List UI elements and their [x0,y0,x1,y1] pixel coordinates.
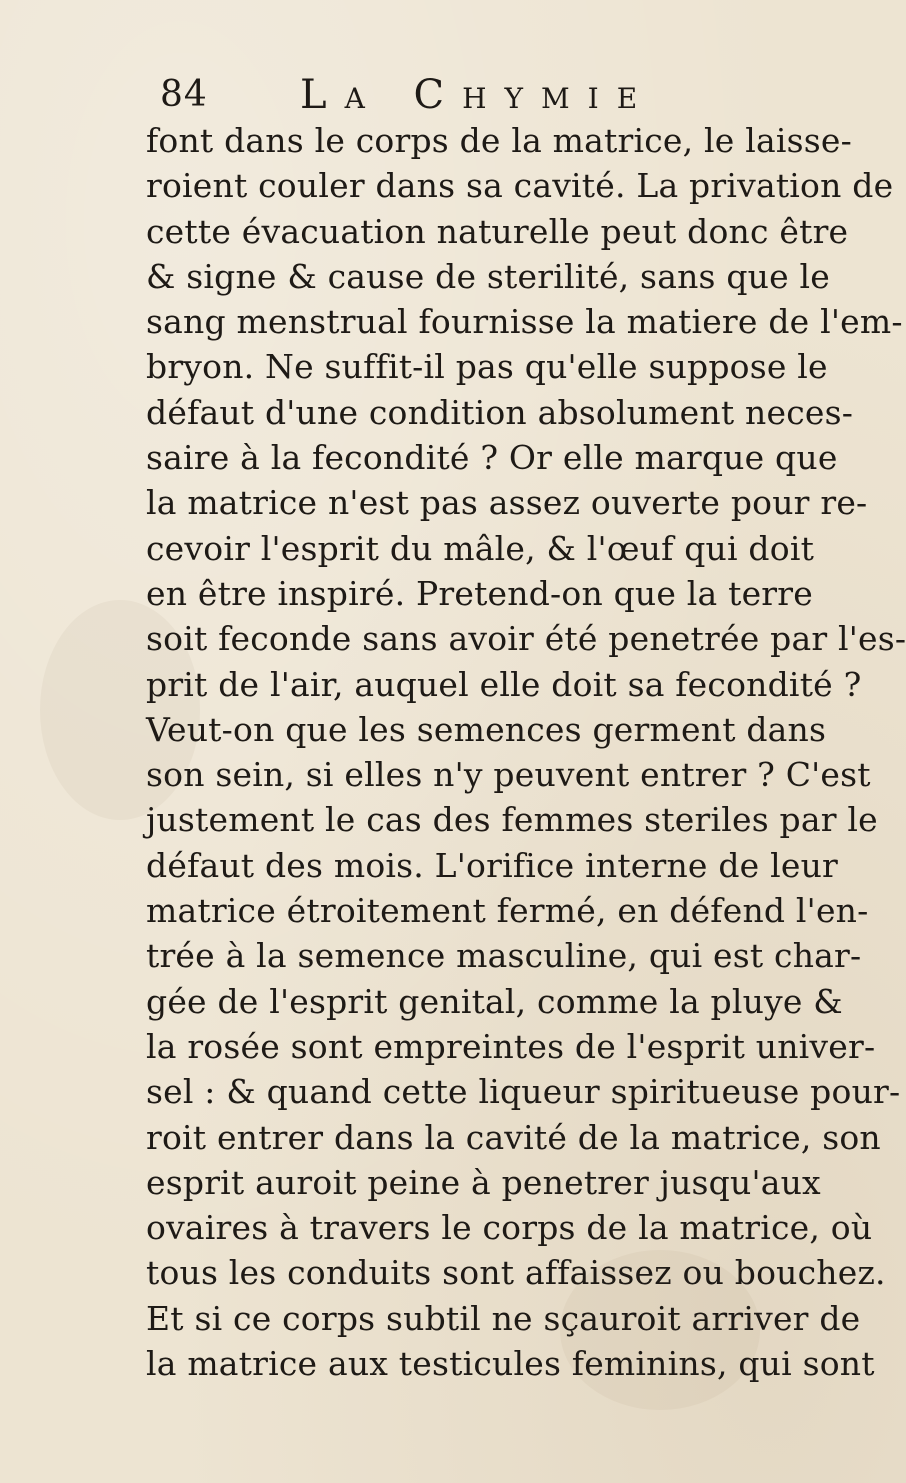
text-line: en être inspiré. Pretend-on que la terre [146,573,813,613]
text-line: prit de l'air, auquel elle doit sa fecondité ? [146,664,862,704]
text-line: défaut d'une condition absolument neces- [146,392,854,432]
text-line: roient couler dans sa cavité. La privation de [146,166,894,206]
text-line: font dans le corps de la matrice, le laisse- [146,121,852,160]
text-line: saire à la fecondité ? Or elle marque que [146,438,838,478]
text-line: roit entrer dans la cavité de la matrice, son [146,1117,881,1157]
page-header [160,74,680,124]
page-number: 84 [160,74,208,115]
text-line: & signe & cause de sterilité, sans que le [146,256,831,296]
text-line: cevoir l'esprit du mâle, & l'œuf qui doit [146,528,815,568]
text-line: Et si ce corps subtil ne sçauroit arriver de [146,1298,861,1338]
text-line: la matrice aux testicules feminins, qui sont [146,1344,875,1384]
text-line: gée de l'esprit genital, comme la pluye & [146,981,843,1021]
text-line: la matrice n'est pas assez ouverte pour re- [146,483,868,523]
text-line: bryon. Ne suffit-il pas qu'elle suppose le [146,347,828,387]
text-line: soit feconde sans avoir été penetrée par l'es- [146,619,906,659]
body-text [146,118,906,1386]
text-line: tous les conduits sont affaissez ou bouchez. [146,1253,886,1293]
text-line: son sein, si elles n'y peuvent entrer ? C'est [146,755,871,795]
text-line: défaut des mois. L'orifice interne de leur [146,845,839,885]
text-line: sel : & quand cette liqueur spiritueuse pour- [146,1072,901,1112]
text-line: justement le cas des femmes steriles par le [146,800,878,840]
text-line: ovaires à travers le corps de la matrice, où [146,1208,873,1248]
text-line: trée à la semence masculine, qui est char- [146,936,862,976]
text-line: cette évacuation naturelle peut donc être [146,211,849,251]
text-line: la rosée sont empreintes de l'esprit univer- [146,1026,876,1066]
text-line: esprit auroit peine à penetrer jusqu'aux [146,1162,821,1202]
text-line: Veut-on que les semences germent dans [146,709,827,749]
text-line: matrice étroitement fermé, en défend l'en- [146,891,869,931]
running-title: La Chymie [300,72,656,118]
text-line: sang menstrual fournisse la matiere de l'em- [146,302,903,342]
